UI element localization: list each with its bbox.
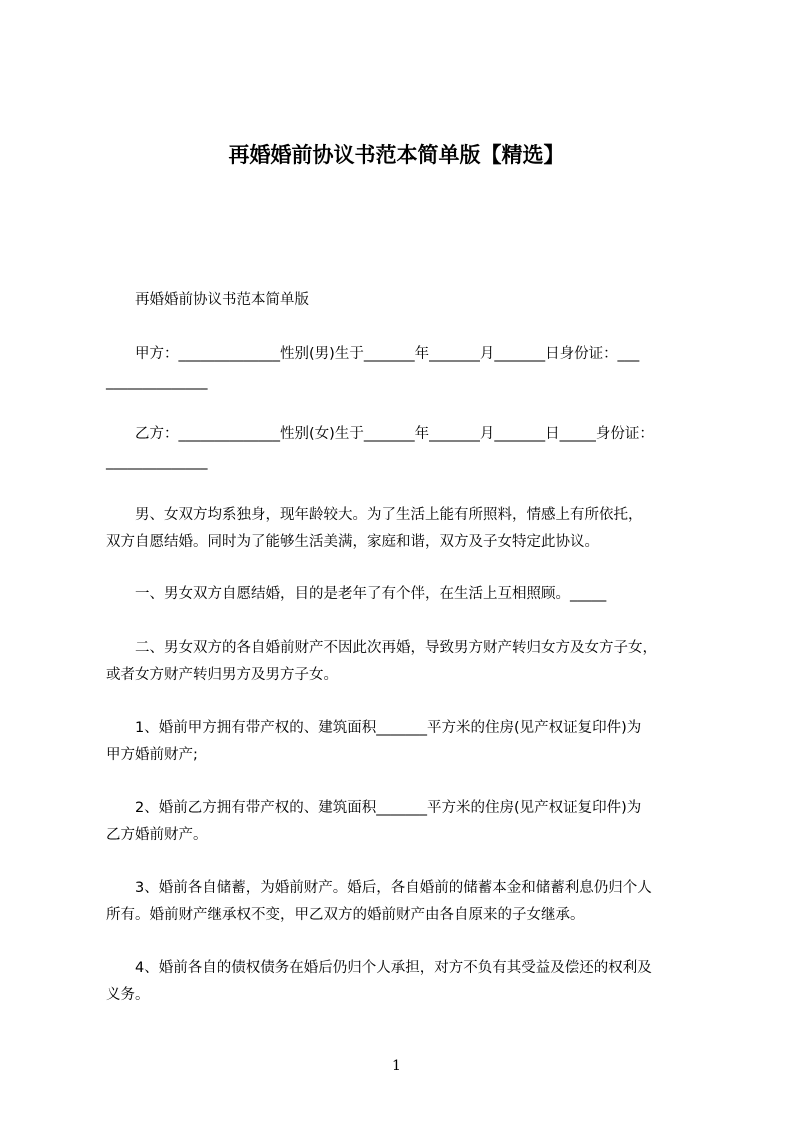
document-line: 乙方婚前财产。 [106, 827, 208, 843]
document-line: 男、女双方均系独身，现年龄较大。为了生活上能有所照料，情感上有所依托， [106, 507, 643, 523]
document-line: 所有。婚前财产继承权不变，甲乙双方的婚前财产由各自原来的子女继承。 [106, 907, 585, 923]
document-title: 再婚婚前协议书范本简单版【精选】 [228, 143, 565, 167]
document-line: 1、婚前甲方拥有带产权的、建筑面积_______平方米的住房(见产权证复印件)为 [106, 720, 642, 736]
document-line: ______________ [106, 454, 208, 470]
page-number: 1 [392, 1058, 401, 1074]
document-line: 4、婚前各自的债权债务在婚后仍归个人承担，对方不负有其受益及偿还的权利及 [106, 960, 652, 976]
document-line: ______________ [106, 374, 208, 390]
document-line: 义务。 [106, 987, 150, 1003]
document-line: 乙方：______________性别(女)生于_______年_______月_______日_____身份证： [106, 426, 654, 442]
document-line: 二、男女双方的各自婚前财产不因此次再婚，导致男方财产转归女方及女方子女， [106, 640, 657, 656]
document-line: 甲方：______________性别(男)生于_______年_______月_______日身份证：___ [106, 346, 640, 362]
document-line: 一、男女双方自愿结婚，目的是老年了有个伴，在生活上互相照顾。_____ [106, 586, 607, 602]
document-line: 甲方婚前财产; [106, 747, 198, 763]
document-line: 或者女方财产转归男方及男方子女。 [106, 667, 338, 683]
document-line: 再婚婚前协议书范本简单版 [106, 292, 309, 308]
document-line: 双方自愿结婚。同时为了能够生活美满，家庭和谐，双方及子女特定此协议。 [106, 534, 599, 550]
document-line: 2、婚前乙方拥有带产权的、建筑面积_______平方米的住房(见产权证复印件)为 [106, 800, 642, 816]
document-line: 3、婚前各自储蓄，为婚前财产。婚后，各自婚前的储蓄本金和储蓄利息仍归个人 [106, 880, 652, 896]
